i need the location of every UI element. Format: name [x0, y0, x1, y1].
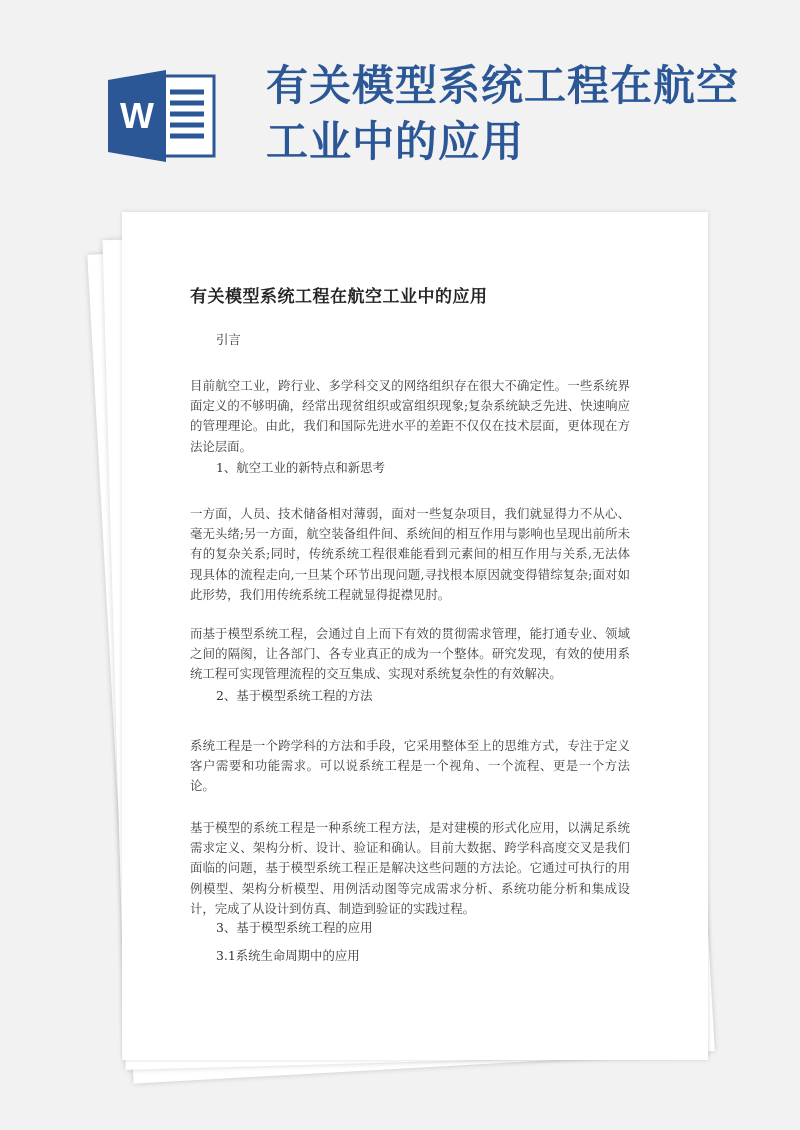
paragraph-5: 基于模型的系统工程是一种系统工程方法，是对建模的形式化应用，以满足系统需求定义、架构分析、设计、验证和确认。目前大数据、跨学科高度交叉是我们面临的问题，基于模型系统工程正是解决这些问题的方法论。它通过可执行的用例模型、架构分析模型、用例活动图等完成需求分析、系统功能分析和集成设计，完成了从设计到仿真、制造到验证的实践过程。	[190, 820, 630, 916]
svg-text:W: W	[120, 95, 154, 136]
paragraph-3: 而基于模型系统工程，会通过自上而下有效的贯彻需求管理，能打通专业、领域之间的隔阂，让各部门、各专业真正的成为一个整体。研究发现，有效的使用系统工程可实现管理流程的交互集成、实现对系统复杂性的有效解决。	[190, 626, 630, 682]
section-heading-2: 2、基于模型系统工程的方法	[216, 688, 373, 703]
paragraph-4: 系统工程是一个跨学科的方法和手段，它采用整体至上的思维方式，专注于定义客户需要和功能需求。可以说系统工程是一个视角、一个流程、更是一个方法论。	[190, 738, 630, 794]
document-title: 有关模型系统工程在航空工业中的应用	[190, 287, 488, 307]
subsection-heading-3-1: 3.1系统生命周期中的应用	[216, 948, 360, 963]
page-title: 有关模型系统工程在航空工业中的应用	[266, 61, 740, 166]
paragraph-1: 目前航空工业，跨行业、多学科交叉的网络组织存在很大不确定性。一些系统界面定义的不够明确，经常出现贫组织或富组织现象;复杂系统缺乏先进、快速响应的管理理论。由此，我们和国际先进水平的差距不仅仅在技术层面，更体现在方法论层面。	[190, 378, 630, 454]
section-heading-3: 3、基于模型系统工程的应用	[216, 920, 373, 935]
word-document-icon	[108, 70, 216, 162]
paragraph-2: 一方面，人员、技术储备相对薄弱，面对一些复杂项目，我们就显得力不从心、毫无头绪;另一方面，航空装备组件间、系统间的相互作用与影响也呈现出前所未有的复杂关系;同时，传统系统工程很难能看到元素间的相互作用与关系,无法体现具体的流程走向,一旦某个环节出现问题,寻找根本原因就变得错综复杂;面对如此形势，我们用传统系统工程就显得捉襟见肘。	[190, 506, 630, 602]
section-heading-1: 1、航空工业的新特点和新思考	[216, 460, 385, 475]
intro-label: 引言	[216, 332, 241, 347]
